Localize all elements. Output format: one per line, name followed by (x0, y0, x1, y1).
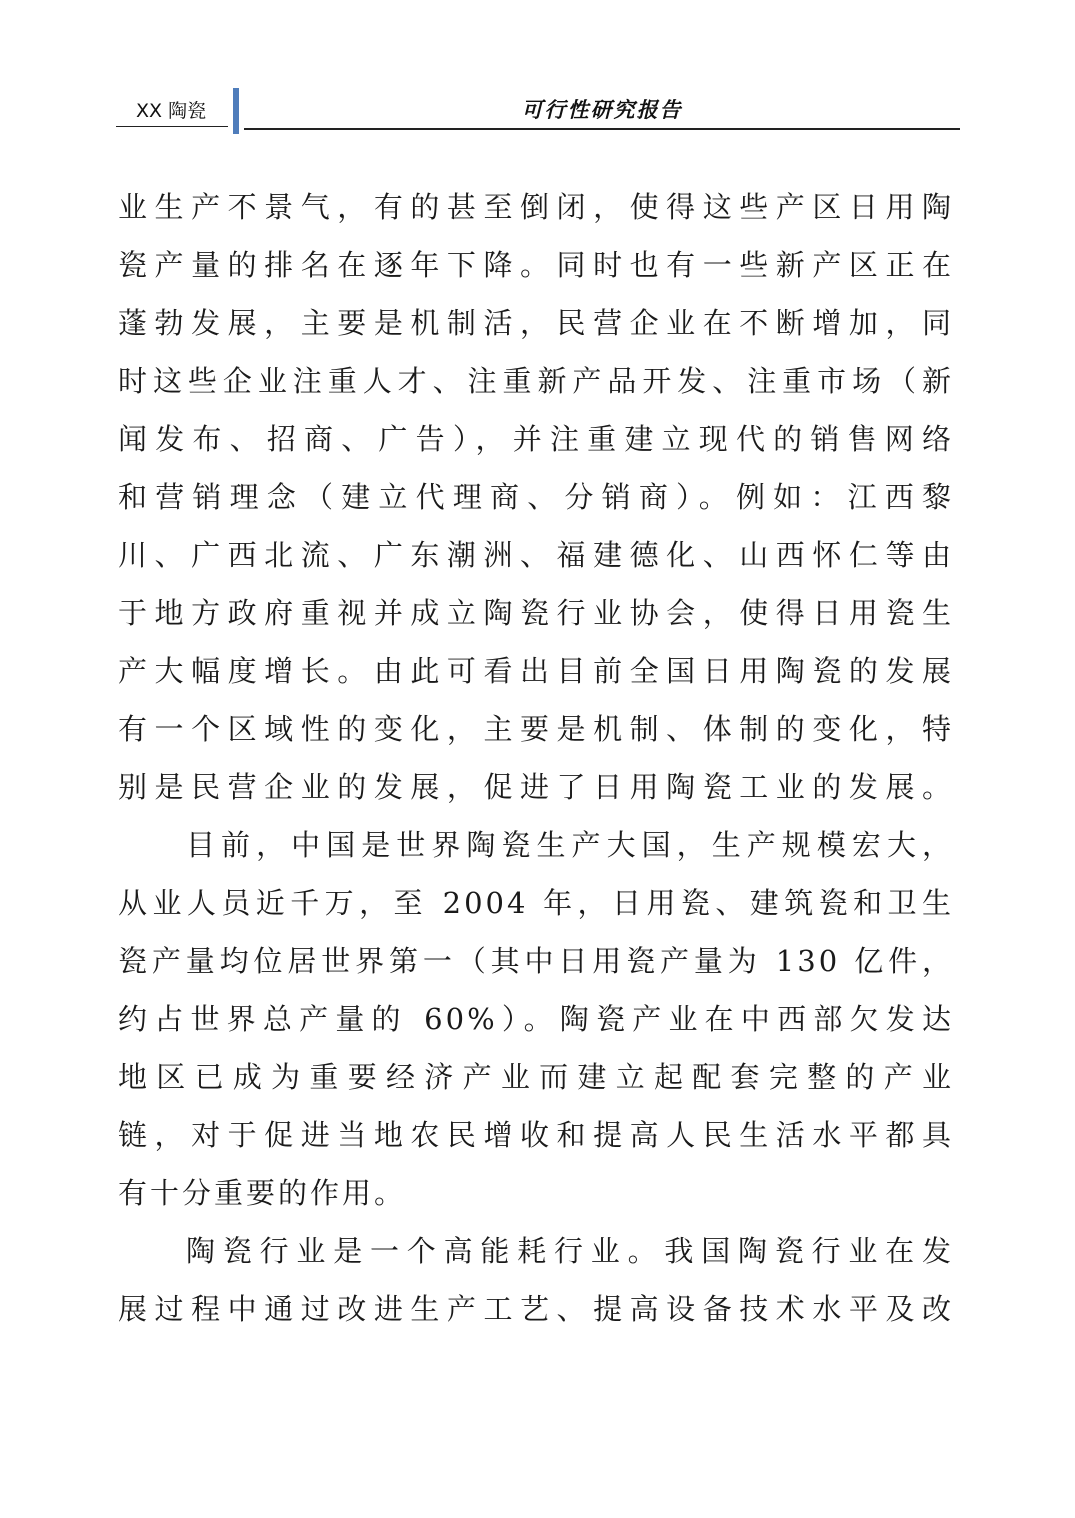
text-line: 业生产不景气，有的甚至倒闭，使得这些产区日用陶 (118, 190, 954, 224)
text-line: 链，对于促进当地农民增收和提高人民生活水平都具 (118, 1118, 954, 1152)
text-line: 有一个区域性的变化，主要是机制、体制的变化，特 (118, 712, 954, 746)
text-line: 川、广西北流、广东潮洲、福建德化、山西怀仁等由 (118, 538, 954, 572)
document-body (118, 178, 954, 1338)
text-line: 产大幅度增长。由此可看出目前全国日用陶瓷的发展 (118, 654, 954, 688)
paragraph-start-line: 目前，中国是世界陶瓷生产大国，生产规模宏大， (186, 828, 954, 862)
text-line: 别是民营企业的发展，促进了日用陶瓷工业的发展。 (118, 770, 954, 804)
report-title: 可行性研究报告 (521, 97, 683, 122)
company-name: XX 陶瓷 (136, 100, 207, 122)
text-line: 于地方政府重视并成立陶瓷行业协会，使得日用瓷生 (118, 596, 954, 630)
header-title-area (244, 88, 960, 130)
text-line: 地区已成为重要经济产业而建立起配套完整的产业 (118, 1060, 954, 1094)
text-line: 瓷产量均位居世界第一（其中日用瓷产量为 130 亿件， (118, 944, 954, 978)
text-line: 约占世界总产量的 60%）。陶瓷产业在中西部欠发达 (118, 1002, 954, 1036)
page-header (116, 88, 960, 136)
text-line: 有十分重要的作用。 (118, 1176, 407, 1210)
header-accent-bar (233, 88, 239, 134)
paragraph-start-line: 陶瓷行业是一个高能耗行业。我国陶瓷行业在发 (186, 1234, 954, 1268)
text-line: 时这些企业注重人才、注重新产品开发、注重市场（新 (118, 364, 954, 398)
text-line: 闻发布、招商、广告），并注重建立现代的销售网络 (118, 422, 954, 456)
text-line: 瓷产量的排名在逐年下降。同时也有一些新产区正在 (118, 248, 954, 282)
text-line: 蓬勃发展，主要是机制活，民营企业在不断增加，同 (118, 306, 954, 340)
header-company-label (116, 88, 228, 127)
text-line: 展过程中通过改进生产工艺、提高设备技术水平及改 (118, 1292, 954, 1326)
text-line: 从业人员近千万，至 2004 年，日用瓷、建筑瓷和卫生 (118, 886, 954, 920)
text-line: 和营销理念（建立代理商、分销商）。例如：江西黎 (118, 480, 954, 514)
